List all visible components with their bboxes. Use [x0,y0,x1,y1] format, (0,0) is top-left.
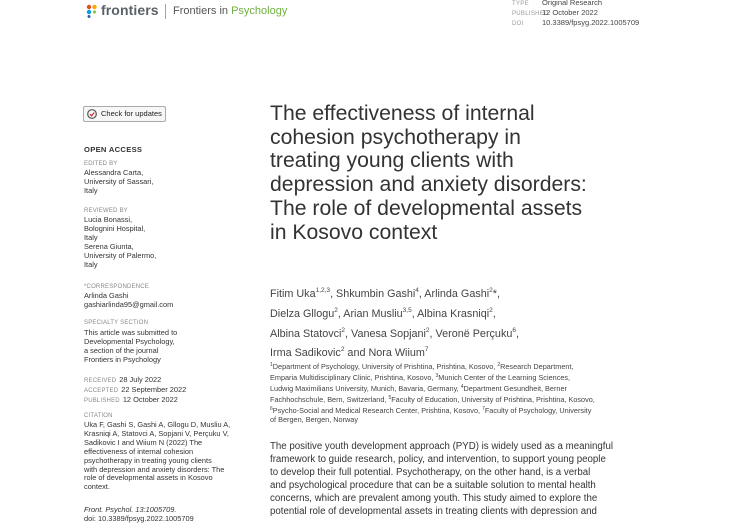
logo-divider [165,4,166,19]
meta-doi[interactable]: DOI 10.3389/fpsyg.2022.1005709 [512,18,640,27]
superscript: 1,2,3 [315,287,331,294]
superscript: 4 [460,383,464,390]
superscript: 2 [340,346,345,354]
text-run: Fachhochschule, Bern, Switzerland, [270,394,389,404]
text-run: Munich Center of the Learning Sciences, [438,372,571,382]
check-updates-label: Check for updates [101,109,162,118]
author-line [270,283,519,303]
text-run: , Vanesa Sopjani [345,327,426,340]
text-run: Psycho-Social and Medical Research Center, Prishtina, Kosovo, [272,405,483,415]
logo-text: frontiers [101,2,159,18]
text-run: , Albina Krasniqi [411,307,490,320]
title-line: in Kosovo context [270,220,438,244]
text-run: , Shkumbin Gashi [330,288,416,300]
abstract-line: framework to guide research, policy, and intervention, to support young people [270,453,606,465]
specialty-section: This article was submitted to Developmental Psychology, a section of the journal Frontiers in Psychology [84,328,178,364]
frontiers-logo-icon [86,4,98,18]
superscript: 4 [415,287,419,294]
affiliation-line [270,394,595,405]
text-run: Emparia Multidisciplinary Clinic, Prishtina, Kosovo, [270,372,436,382]
text-run: *, [492,288,500,300]
text-run: and Nora Wiium [344,347,425,360]
meta-type: TYPE Original Research [512,0,603,7]
text-run: Ludwig Maximilians University, Munich, Bavaria, Germany, [270,383,461,393]
text-run: Albina Statovci [270,327,342,340]
title-line: cohesion psychotherapy in [270,125,521,149]
superscript: 2 [334,306,338,314]
text-run: Irma Sadikovic [270,347,341,360]
text-run: , [492,307,496,320]
text-run: Department of Psychology, University of Prishtina, Prishtina, Kosovo, [272,362,498,371]
superscript: 6 [512,326,516,334]
citation-doi[interactable]: doi: 10.3389/fpsyg.2022.1005709 [84,514,194,523]
affiliation-line [270,383,595,394]
superscript: 3 [435,372,439,379]
received-date: RECEIVED 28 July 2022 [84,375,162,384]
accepted-date: ACCEPTED 22 September 2022 [84,385,187,394]
correspondence[interactable]: Arlinda Gashi gashiarlinda95@gmail.com [84,291,174,309]
journal-name: Frontiers in Psychology [173,5,288,17]
reviewed-by: Lucia Bonassi, Bolognini Hospital, Italy Serena Giunta, University of Palermo, Italy [84,215,157,269]
abstract-line: potential role of developmental assets in treating clients with depression and [270,505,597,517]
abstract-line: concerns, which are prevalent among youth. This study aimed to explore the [270,492,598,504]
superscript: 2 [497,362,501,368]
superscript: 2 [489,306,493,314]
correspondence-label: *CORRESPONDENCE [84,284,150,290]
text-run: Research Department, [500,362,574,371]
text-run: of Bergen, Bergen, Norway [270,414,359,424]
author-line [270,323,519,343]
reviewed-by-label: REVIEWED BY [84,208,128,214]
text-run: Fitim Uka [270,288,316,300]
meta-published: PUBLISHED12 October 2022 [512,8,598,17]
affiliation-line [270,372,595,383]
title-line: The effectiveness of internal [270,102,535,125]
superscript: 7 [482,405,485,412]
edited-by: Alessandra Carta, University of Sassari, Italy [84,168,154,195]
title-line: depression and anxiety disorders: [270,173,587,197]
check-for-updates-button[interactable] [83,106,166,122]
superscript: 6 [270,405,273,412]
abstract [270,441,613,518]
affiliation-line [270,361,595,372]
abstract-line: The positive youth development approach (PYD) is widely used as a meaningful [270,441,614,452]
article-title [270,102,670,244]
title-line: The role of developmental assets [270,196,583,220]
author-line [270,342,519,362]
citation-journal: Front. Psychol. 13:1005709. [84,505,177,514]
affiliations [270,361,595,424]
text-run: Dielza Gllogu [270,307,335,320]
text-run: , Arian Musliu [337,307,403,320]
superscript: 3,5 [402,306,412,314]
text-run: , Arlinda Gashi [418,288,490,300]
citation: Uka F, Gashi S, Gashi A, Gllogu D, Musliu A, Krasniqi A, Statovci A, Sopjani V, Perçuku V, Sadikovic I and Wiium N (2022) The effectiveness of internal cohesion psychotherapy in treating young clients with depression and anxiety disorders: The role of developmental assets in Kosovo context. [84,420,231,492]
published-date: PUBLISHED 12 October 2022 [84,395,178,404]
author-line [270,303,519,323]
text-run: , [515,327,519,340]
citation-label: CITATION [84,413,113,419]
superscript: 2 [489,287,493,294]
text-run: , Veronë Perçuku [429,327,513,340]
text-run: Department Gesundheit, Berner [463,383,567,393]
edited-by-label: EDITED BY [84,161,118,167]
specialty-section-label: SPECIALTY SECTION [84,320,149,326]
superscript: 1 [270,362,273,368]
superscript: 2 [425,326,430,334]
abstract-line: and psychological procedure that can be a suitable solution to mental health [270,479,596,491]
superscript: 7 [424,346,429,354]
superscript: 2 [341,326,346,334]
affiliation-line [270,416,595,425]
title-line: treating young clients with [270,149,514,173]
author-list [270,283,519,362]
text-run: Faculty of Education, University of Prishtina, Prishtina, Kosovo, [391,394,595,404]
superscript: 5 [388,394,392,401]
open-access-label: OPEN ACCESS [84,145,143,154]
text-run: Faculty of Psychology, University [484,405,592,415]
check-updates-icon [87,109,97,119]
abstract-line: to develop their full potential. Psychotherapy, on the other hand, is a verbal [270,466,591,478]
